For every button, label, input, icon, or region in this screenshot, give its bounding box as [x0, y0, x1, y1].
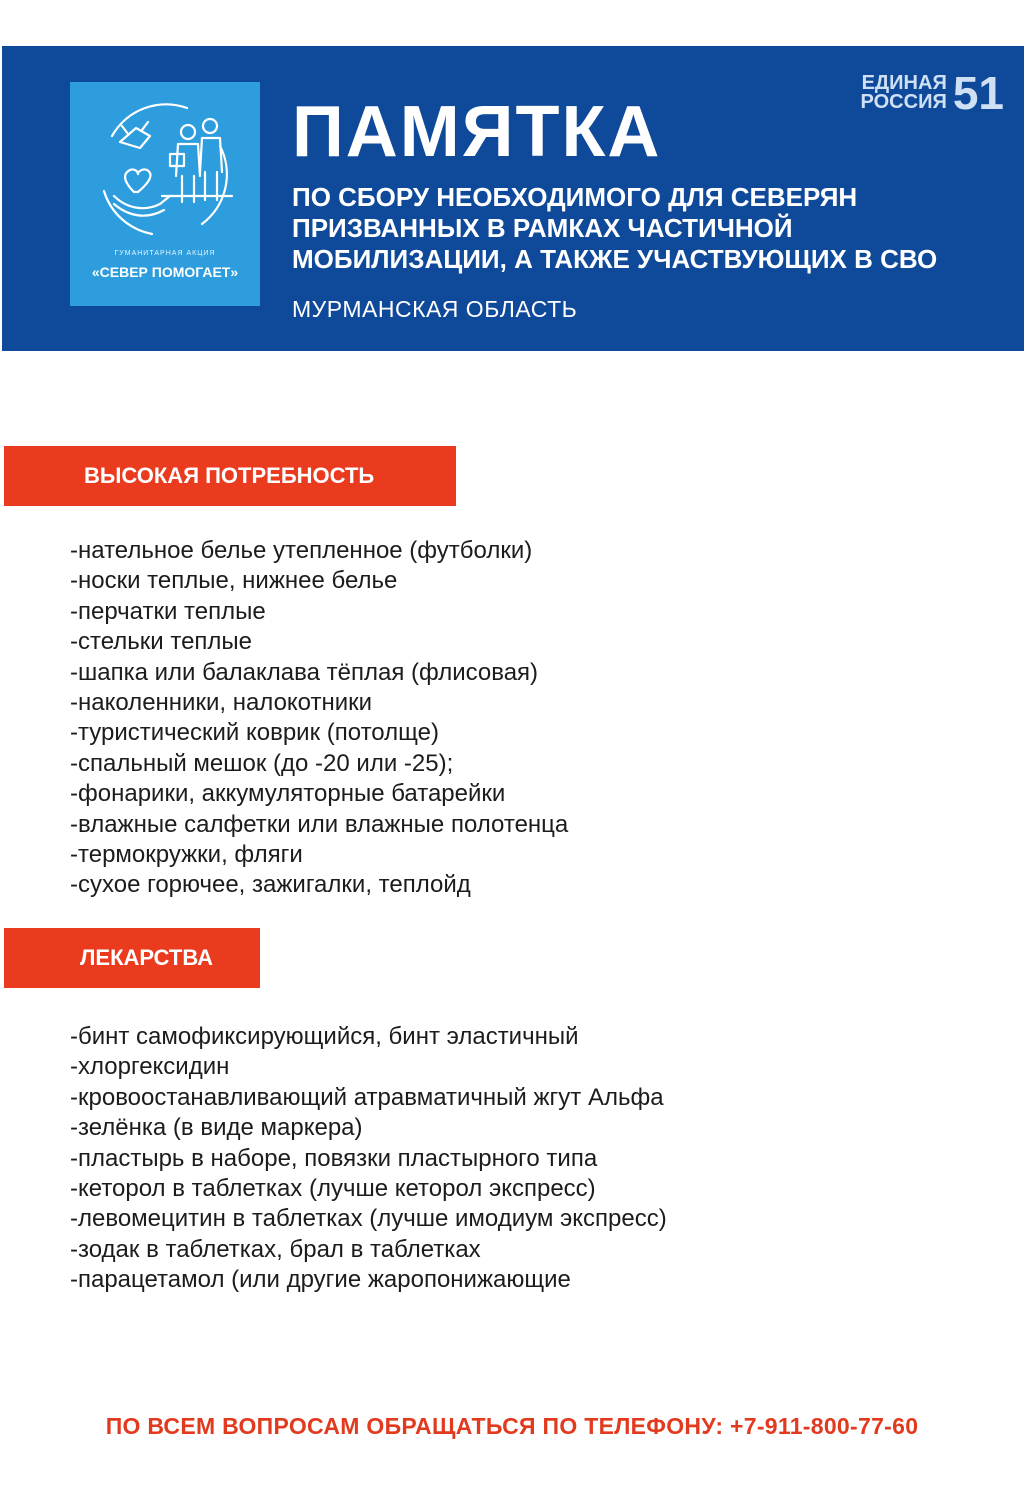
- list-item: -кровоостанавливающий атравматичный жгут Альфа: [70, 1083, 664, 1111]
- subtitle-line: ПО СБОРУ НЕОБХОДИМОГО ДЛЯ СЕВЕРЯН: [292, 182, 858, 212]
- section-label-high-need: ВЫСОКАЯ ПОТРЕБНОСТЬ: [4, 446, 456, 506]
- medicines-list: [70, 1022, 667, 1296]
- party-name-line: ЕДИНАЯ: [861, 72, 947, 94]
- list-item: -термокружки, фляги: [70, 841, 303, 869]
- region-label: МУРМАНСКАЯ ОБЛАСТЬ: [292, 296, 578, 322]
- list-item: -левомецитин в таблетках (лучше имодиум экспресс): [70, 1205, 667, 1233]
- list-item: -шапка или балаклава тёплая (флисовая): [70, 658, 539, 686]
- logo-name: «СЕВЕР ПОМОГАЕТ»: [91, 264, 239, 280]
- list-item: -кеторол в таблетках (лучше кеторол экспресс): [70, 1175, 596, 1203]
- list-item: -наколенники, налокотники: [70, 689, 373, 717]
- list-item: -сухое горючее, зажигалки, теплойд: [70, 871, 471, 899]
- list-item: -нательное белье утепленное (футболки): [70, 537, 533, 564]
- logo-caption: ГУМАНИТАРНАЯ АКЦИЯ: [114, 250, 216, 257]
- list-item: -перчатки теплые: [70, 597, 266, 625]
- list-item: -хлоргексидин: [70, 1053, 230, 1081]
- subtitle-line: ПРИЗВАННЫХ В РАМКАХ ЧАСТИЧНОЙ: [292, 213, 793, 243]
- contact-phone-footer: ПО ВСЕМ ВОПРОСАМ ОБРАЩАТЬСЯ ПО ТЕЛЕФОНУ: +7-911-800-77-60: [105, 1413, 919, 1439]
- party-logo: [860, 67, 1004, 119]
- list-item: -пластырь в наборе, повязки пластырного типа: [70, 1144, 598, 1172]
- sever-pomogaet-logo: [70, 82, 260, 306]
- party-region-number: 51: [952, 67, 1004, 119]
- list-item: -влажные салфетки или влажные полотенца: [70, 810, 569, 838]
- list-item: -парацетамол (или другие жаропонижающие: [70, 1266, 571, 1294]
- list-item: -зодак в таблетках, брал в таблетках: [70, 1235, 481, 1263]
- helping-hands-icon: [92, 96, 238, 242]
- subtitle-line: МОБИЛИЗАЦИИ, А ТАКЖЕ УЧАСТВУЮЩИХ В СВО: [292, 244, 938, 274]
- page-title: ПАМЯТКА: [292, 92, 662, 172]
- list-item: -носки теплые, нижнее белье: [70, 567, 398, 595]
- page-subtitle: [292, 182, 992, 275]
- high-need-list: [70, 536, 568, 901]
- header-banner: [2, 46, 1024, 351]
- party-name-line: РОССИЯ: [860, 91, 947, 113]
- list-item: -туристический коврик (потолще): [70, 719, 439, 747]
- list-item: -бинт самофиксирующийся, бинт эластичный: [70, 1023, 579, 1050]
- section-label-medicines: ЛЕКАРСТВА: [4, 928, 260, 988]
- list-item: -фонарики, аккумуляторные батарейки: [70, 780, 506, 808]
- list-item: -стельки теплые: [70, 628, 253, 656]
- list-item: -спальный мешок (до -20 или -25);: [70, 749, 454, 777]
- list-item: -зелёнка (в виде маркера): [70, 1114, 363, 1142]
- party-name: [861, 74, 947, 112]
